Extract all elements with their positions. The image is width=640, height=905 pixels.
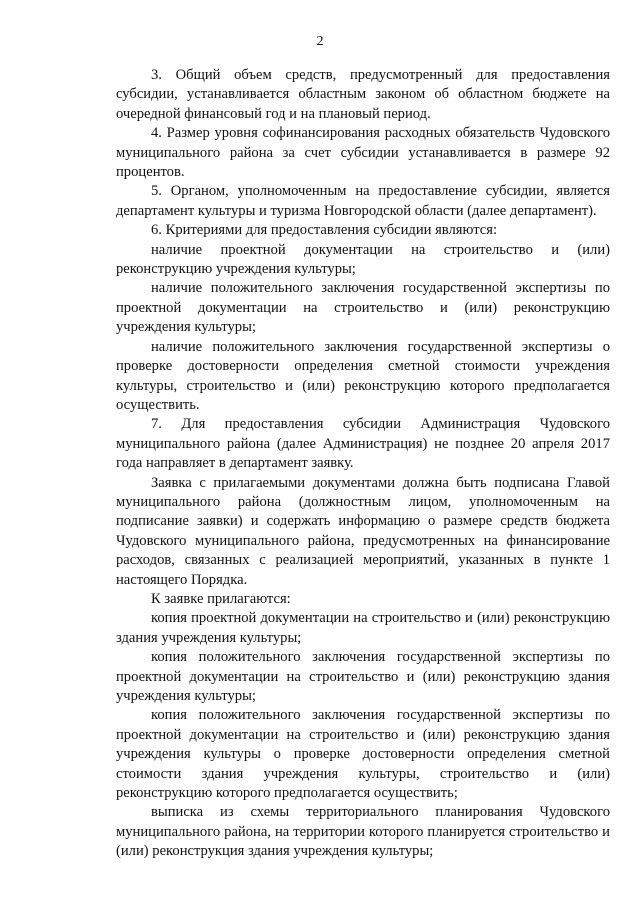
paragraph-4-cofinancing-level: 4. Размер уровня софинансирования расходных обязательств Чудовского муниципального района за счет субсидии устанавливается в размере 92 процентов. [116, 125, 610, 181]
attachment-item: выписка из схемы территориального планирования Чудовского муниципального района, на территории которого планируется строительство и (или) реконструкция здания учреждения культуры; [116, 804, 610, 860]
criteria-item: наличие проектной документации на строительство и (или) реконструкцию учреждения культуры; [116, 241, 610, 278]
attachment-item: копия положительного заключения государственной экспертизы по проектной документации на строительство и (или) реконструкцию здания учреждения культуры о проверке достоверности определения сметной стоимости здания учреждения культуры, строительство и (или) реконструкцию которого предполагается осуществить; [116, 707, 610, 802]
document-body [116, 66, 610, 862]
attachment-item: копия положительного заключения государственной экспертизы по проектной документации на строительство и (или) реконструкцию здания учреждения культуры; [116, 649, 610, 704]
paragraph-6-criteria-heading: 6. Критериями для предоставления субсидии являются: [151, 222, 498, 239]
attachments-heading: К заявке прилагаются: [151, 590, 291, 607]
attachment-item: копия проектной документации на строительство и (или) реконструкцию здания учреждения культуры; [116, 610, 610, 646]
paragraph-3-total-funds: 3. Общий объем средств, предусмотренный для предоставления субсидии, устанавливается областным законом об областном бюджете на очередной финансовый год и на плановый период. [116, 67, 610, 122]
paragraph-7-application: 7. Для предоставления субсидии Администрация Чудовского муниципального района (далее Администрация) не позднее 20 апреля 2017 года направляет в департамент заявку. [116, 416, 610, 472]
page-number: 2 [316, 34, 324, 49]
criteria-item: наличие положительного заключения государственной экспертизы по проектной документации на строительство и (или) реконструкцию учреждения культуры; [116, 280, 610, 336]
criteria-item: наличие положительного заключения государственной экспертизы о проверке достоверности определения сметной стоимости учреждения культуры, строительство и (или) реконструкцию которого предполагается осуществить. [116, 338, 610, 413]
application-requirements: Заявка с прилагаемыми документами должна быть подписана Главой муниципального района (должностным лицом, уполномоченным на подписание заявки) и содержать информацию о размере средств бюджета Чудовского муниципального района, предусмотренных на финансирование расходов, связанных с реализацией мероприятий, указанных в пункте 1 настоящего Порядка. [116, 474, 610, 588]
paragraph-5-authorized-body: 5. Органом, уполномоченным на предоставление субсидии, является департамент культуры и туризма Новгородской области (далее департамент). [116, 183, 610, 219]
